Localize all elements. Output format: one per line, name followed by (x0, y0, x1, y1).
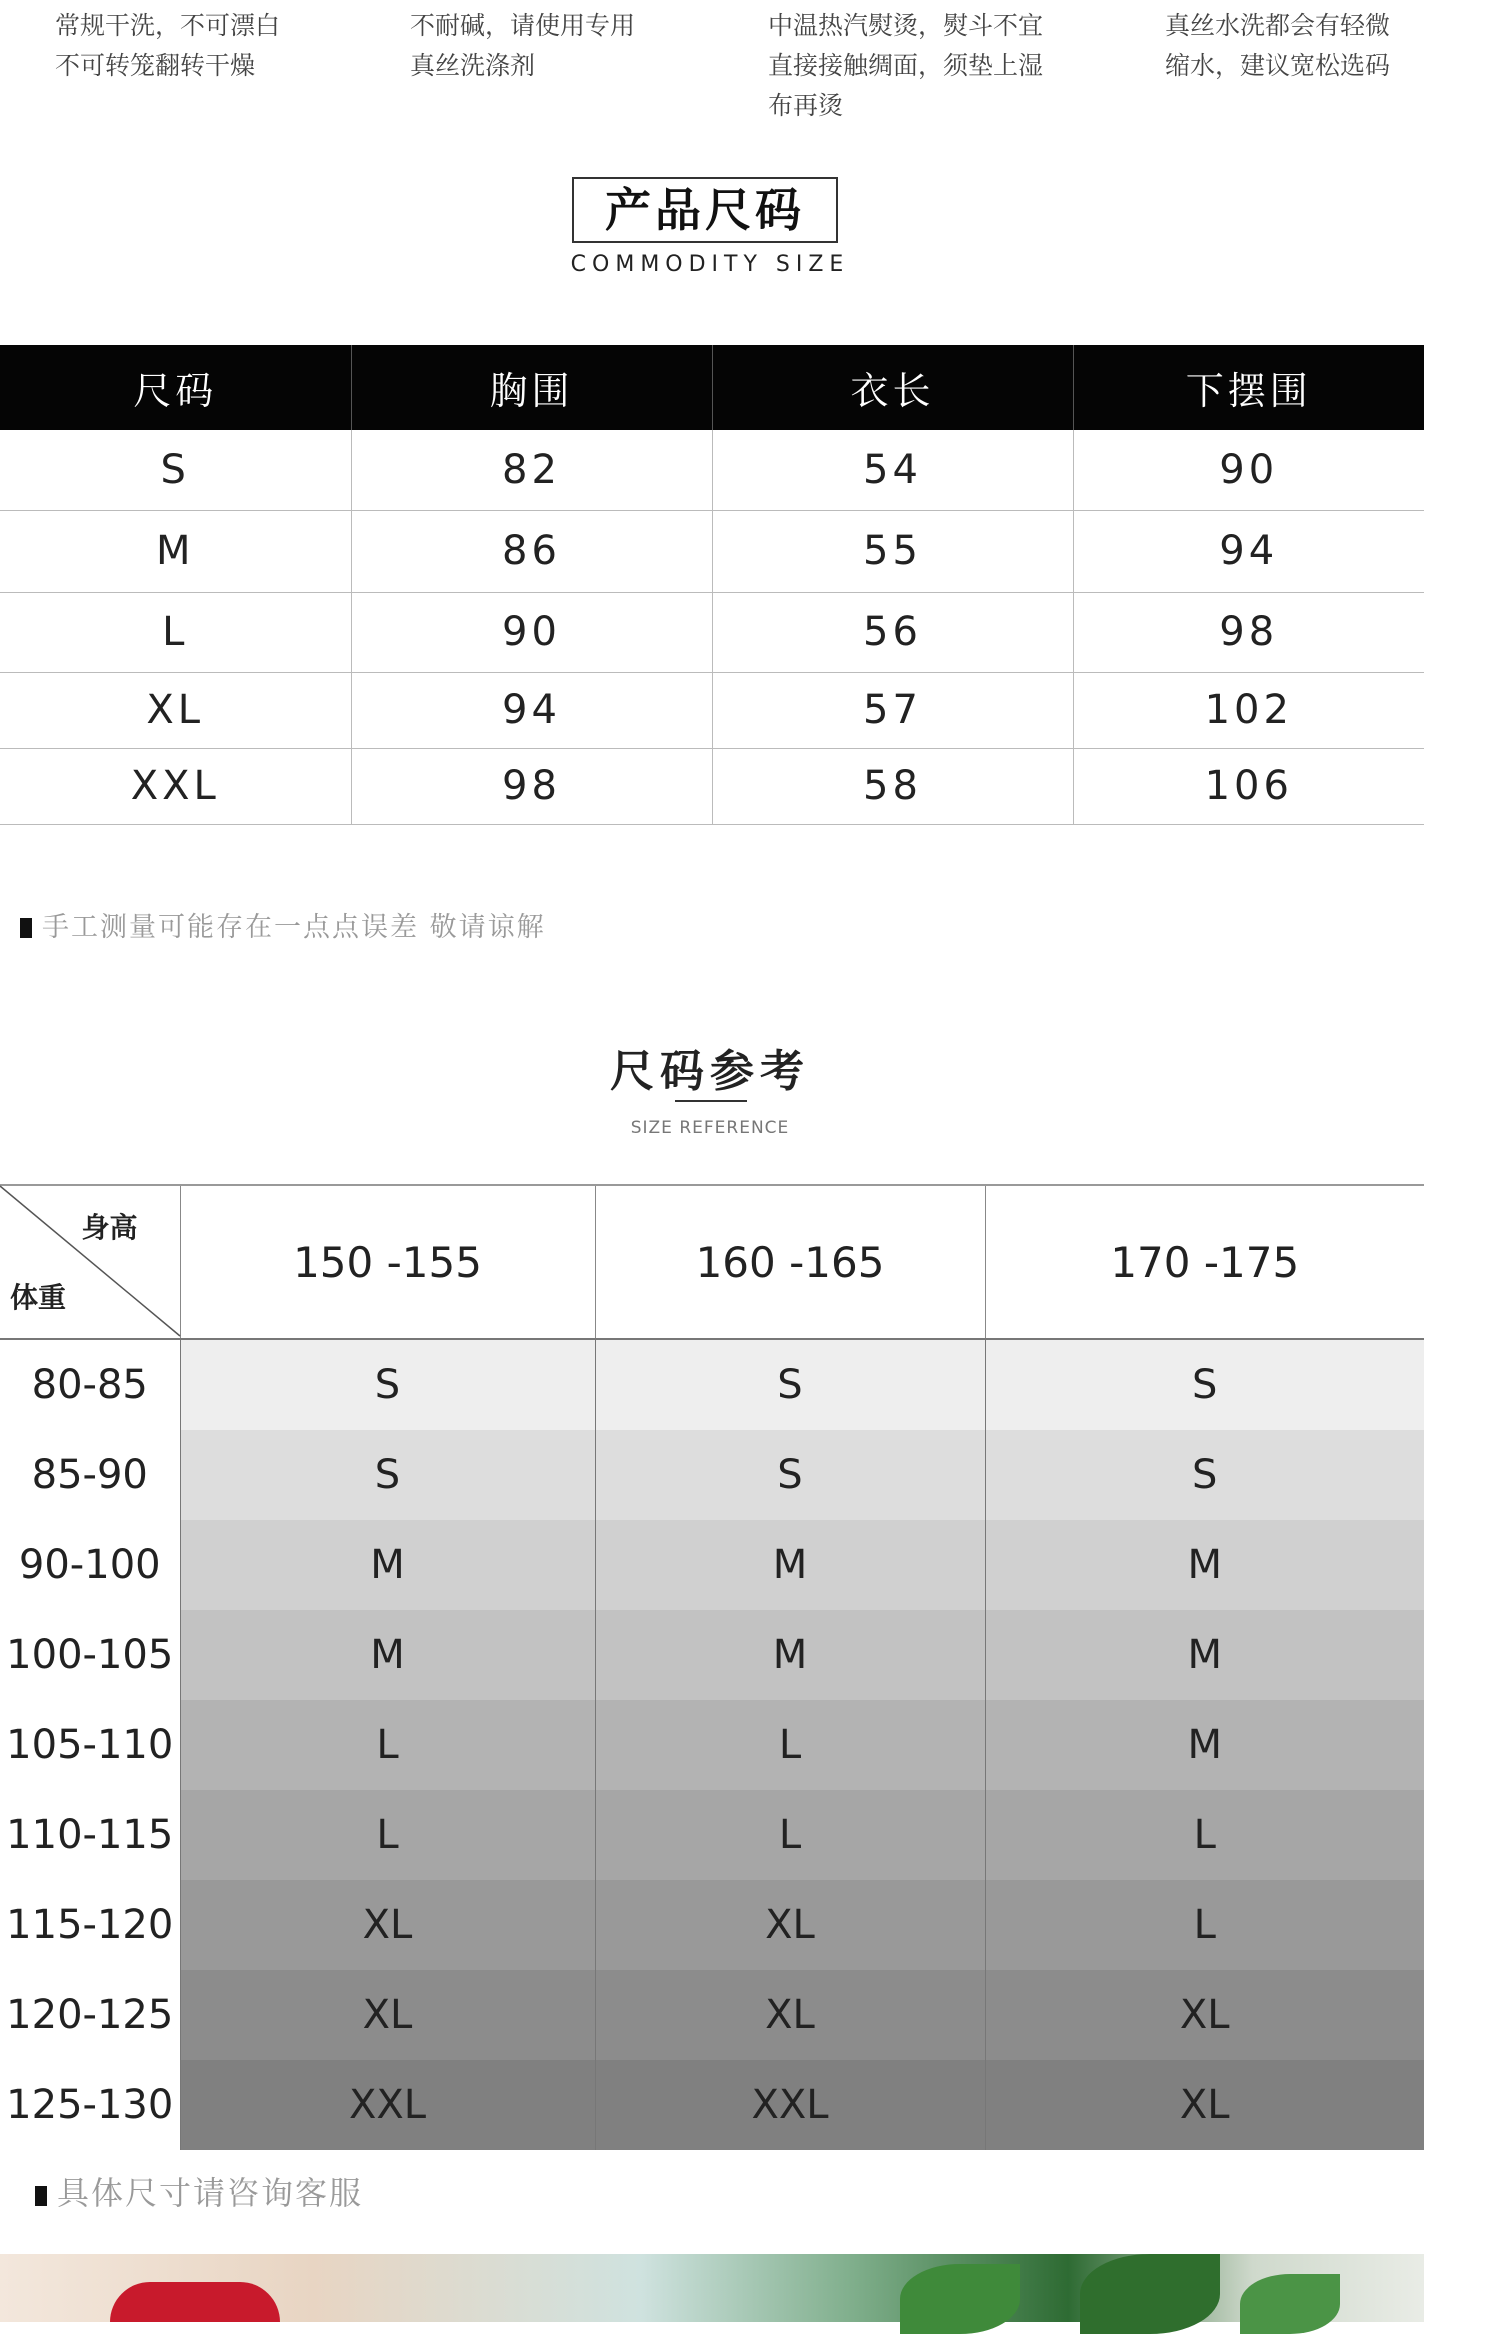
reference-row (0, 1790, 1424, 1880)
header-length: 衣长 (712, 345, 1073, 430)
corner-weight-label: 体重 (10, 1281, 67, 1314)
reference-header-row (0, 1185, 1424, 1339)
care-dry-clean: 常规干洗，不可漂白 不可转笼翻转干燥 (55, 11, 281, 80)
contact-note (35, 2168, 363, 2214)
size-cell: S (595, 1339, 985, 1430)
weight-cell: 100-105 (0, 1610, 180, 1700)
weight-cell: 85-90 (0, 1430, 180, 1520)
height-header: 150 -155 (180, 1185, 595, 1339)
size-cell: XL (180, 1970, 595, 2060)
bullet-icon (20, 918, 32, 938)
weight-cell: 105-110 (0, 1700, 180, 1790)
size-cell: L (595, 1790, 985, 1880)
size-cell: S (180, 1430, 595, 1520)
size-cell: L (180, 1700, 595, 1790)
bullet-icon (35, 2186, 47, 2206)
size-cell: S (595, 1430, 985, 1520)
height-header: 160 -165 (595, 1185, 985, 1339)
cell: 94 (1073, 510, 1424, 592)
cell: 98 (1073, 592, 1424, 672)
size-cell: S (985, 1339, 1424, 1430)
size-cell: XXL (180, 2060, 595, 2150)
size-cell: M (180, 1610, 595, 1700)
size-cell: M (595, 1610, 985, 1700)
size-cell: XXL (595, 2060, 985, 2150)
care-detergent: 不耐碱，请使用专用 真丝洗涤剂 (410, 11, 636, 80)
reference-body (0, 1339, 1424, 2150)
reference-title-underline (675, 1100, 747, 1102)
reference-row (0, 2060, 1424, 2150)
size-table-header (0, 345, 1424, 430)
size-cell: L (180, 1790, 595, 1880)
size-cell: L (595, 1700, 985, 1790)
size-section-subtitle: COMMODITY SIZE (570, 252, 850, 277)
weight-cell: 80-85 (0, 1339, 180, 1430)
weight-cell: 90-100 (0, 1520, 180, 1610)
contact-note-text: 具体尺寸请咨询客服 (57, 2174, 364, 2212)
care-shrinkage: 真丝水洗都会有轻微 缩水，建议宽松选码 (1165, 11, 1391, 80)
weight-cell: 120-125 (0, 1970, 180, 2060)
cell: 90 (1073, 430, 1424, 510)
reference-title: 尺码参考 (610, 1046, 810, 1097)
table-row (0, 430, 1424, 510)
cell: 57 (712, 672, 1073, 748)
header-hem: 下摆围 (1073, 345, 1424, 430)
table-row (0, 592, 1424, 672)
cell: 98 (351, 748, 712, 824)
measurement-note (20, 905, 546, 944)
reference-subtitle: SIZE REFERENCE (630, 1118, 790, 1138)
corner-cell (0, 1185, 180, 1339)
header-size: 尺码 (0, 345, 351, 430)
leaf-shape (1080, 2254, 1220, 2334)
cell: 82 (351, 430, 712, 510)
table-row (0, 510, 1424, 592)
size-cell: M (985, 1700, 1424, 1790)
size-table (0, 345, 1424, 825)
corner-height-label: 身高 (81, 1211, 138, 1244)
weight-cell: 125-130 (0, 2060, 180, 2150)
height-header: 170 -175 (985, 1185, 1424, 1339)
cell: 56 (712, 592, 1073, 672)
cell: 90 (351, 592, 712, 672)
cell: 58 (712, 748, 1073, 824)
cell: 94 (351, 672, 712, 748)
model-lips (110, 2282, 280, 2322)
size-cell: L (985, 1880, 1424, 1970)
size-cell: S (985, 1430, 1424, 1520)
cell: 86 (351, 510, 712, 592)
measurement-note-text: 手工测量可能存在一点点误差 敬请谅解 (42, 912, 546, 943)
weight-cell: 110-115 (0, 1790, 180, 1880)
leaf-shape (1240, 2274, 1340, 2334)
cell: 55 (712, 510, 1073, 592)
cell: L (0, 592, 351, 672)
reference-row (0, 1700, 1424, 1790)
size-cell: M (180, 1520, 595, 1610)
size-cell: L (985, 1790, 1424, 1880)
weight-cell: 115-120 (0, 1880, 180, 1970)
reference-row (0, 1880, 1424, 1970)
cell: XXL (0, 748, 351, 824)
size-cell: XL (985, 2060, 1424, 2150)
cell: M (0, 510, 351, 592)
table-row (0, 748, 1424, 824)
size-cell: XL (595, 1880, 985, 1970)
reference-row (0, 1339, 1424, 1430)
leaf-shape (900, 2264, 1020, 2334)
size-cell: XL (180, 1880, 595, 1970)
table-row (0, 672, 1424, 748)
reference-row (0, 1520, 1424, 1610)
reference-row (0, 1610, 1424, 1700)
cell: S (0, 430, 351, 510)
cell: 106 (1073, 748, 1424, 824)
care-instructions (0, 0, 1500, 120)
cell: 54 (712, 430, 1073, 510)
size-cell: M (595, 1520, 985, 1610)
size-reference-table (0, 1184, 1424, 2150)
header-bust: 胸围 (351, 345, 712, 430)
size-section-title: 产品尺码 (572, 177, 838, 243)
reference-row (0, 1970, 1424, 2060)
size-cell: M (985, 1520, 1424, 1610)
cell: 102 (1073, 672, 1424, 748)
reference-row (0, 1430, 1424, 1520)
size-cell: M (985, 1610, 1424, 1700)
size-cell: S (180, 1339, 595, 1430)
cell: XL (0, 672, 351, 748)
size-cell: XL (985, 1970, 1424, 2060)
care-ironing: 中温热汽熨烫，熨斗不宜 直接接触绸面，须垫上湿 布再烫 (768, 11, 1044, 120)
size-cell: XL (595, 1970, 985, 2060)
product-photo (0, 2254, 1424, 2322)
